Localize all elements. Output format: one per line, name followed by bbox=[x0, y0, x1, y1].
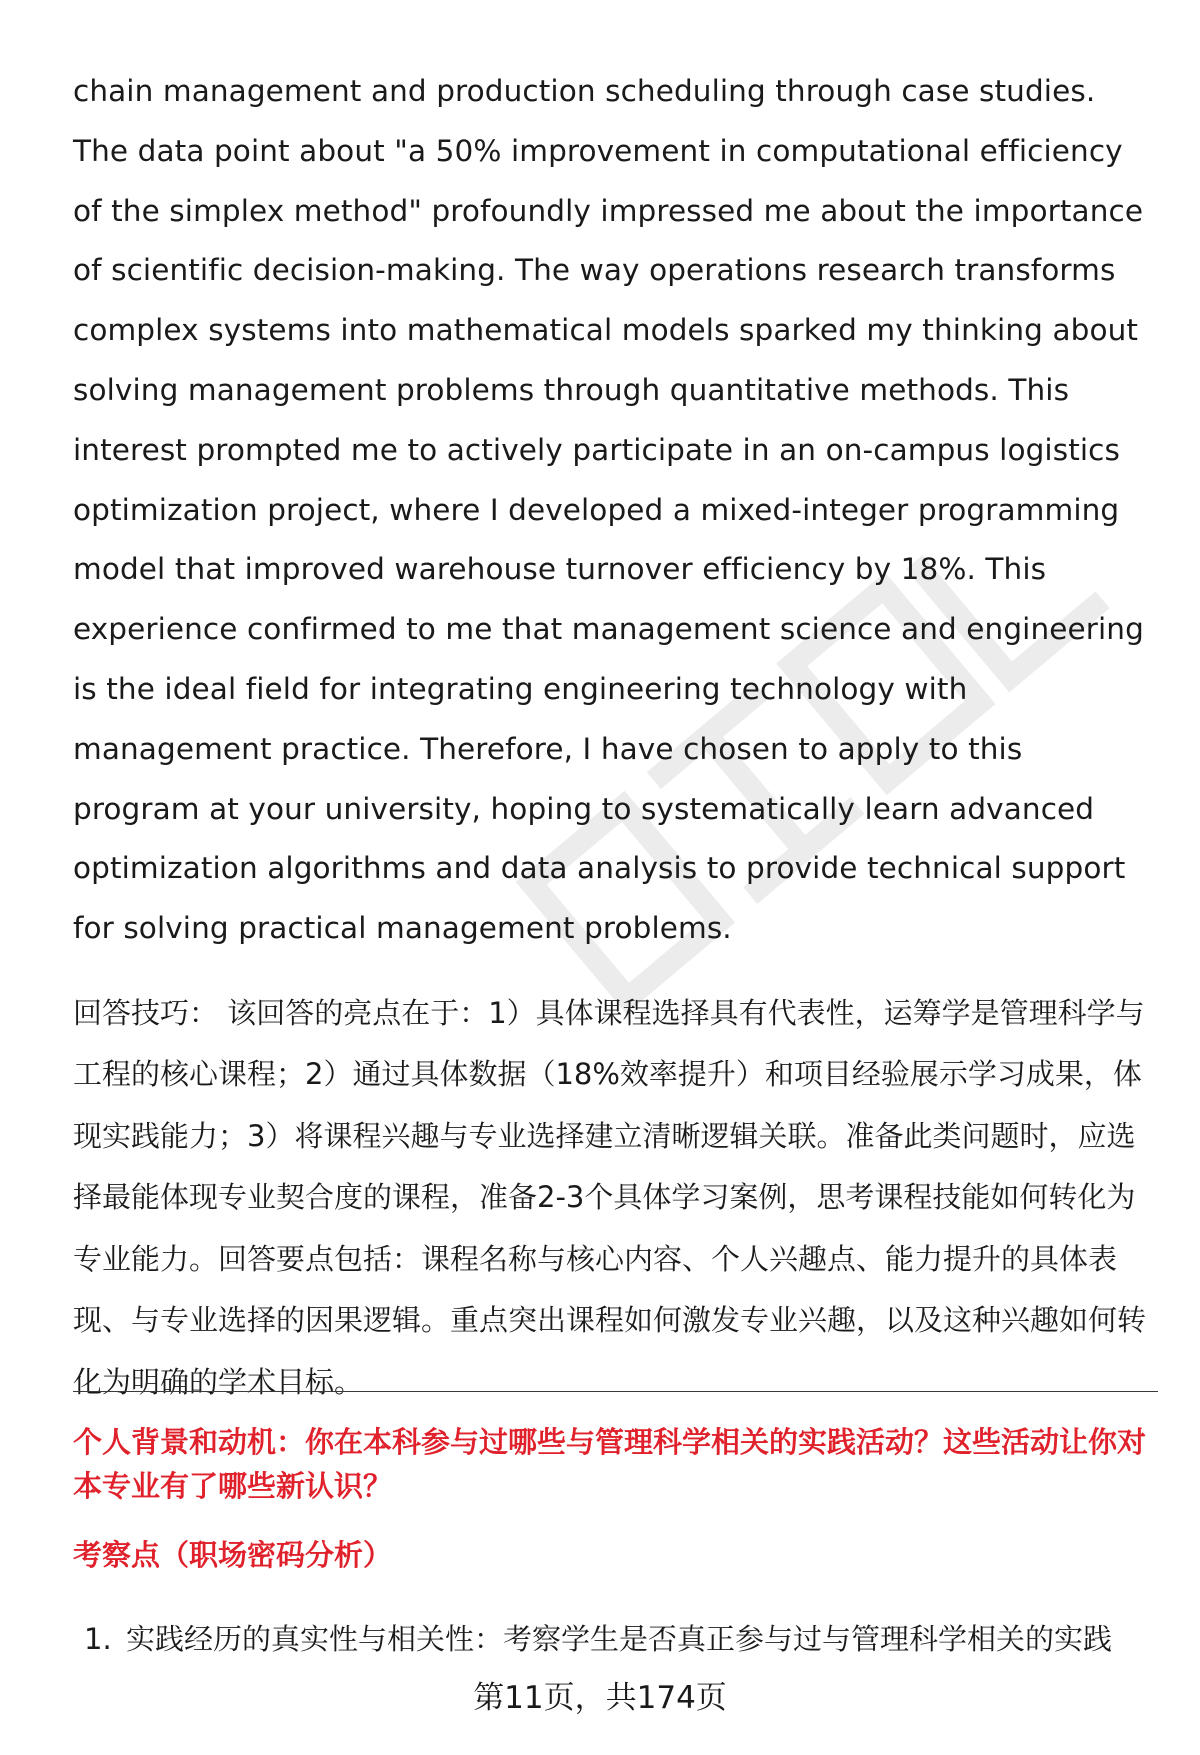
section-divider bbox=[73, 1391, 1158, 1392]
question-heading: 个人背景和动机：你在本科参与过哪些与管理科学相关的实践活动？这些活动让你对本专业有了哪些新认识？ bbox=[73, 1425, 1147, 1503]
document-page bbox=[73, 62, 1158, 1413]
list-item bbox=[84, 1617, 1154, 1661]
list-item-number: 1. bbox=[84, 1622, 112, 1656]
list-item-text: 实践经历的真实性与相关性：考察学生是否真正参与过与管理科学相关的实践 bbox=[126, 1622, 1113, 1656]
answer-tips-paragraph: 回答技巧： 该回答的亮点在于：1）具体课程选择具有代表性，运筹学是管理科学与工程的核心课程；2）通过具体数据（18%效率提升）和项目经验展示学习成果，体现实践能力；3）将课程兴趣与专业选择建立清晰逻辑关联。准备此类问题时，应选择最能体现专业契合度的课程，准备2-3个具体学习案例，思考课程技能如何转化为专业能力。回答要点包括：课程名称与核心内容、个人兴趣点、能力提升的具体表现、与专业选择的因果逻辑。重点突出课程如何激发专业兴趣，以及这种兴趣如何转化为明确的学术目标。 bbox=[73, 995, 1147, 1399]
page-number-footer: 第11页，共174页 bbox=[473, 1680, 727, 1716]
answer-paragraph: chain management and production scheduling through case studies. The data point about "a 50% improvement in computational efficiency of the simplex method" profoundly impressed me about the importance of scientific decision-making. The way operations research transforms complex systems into mathematical models sparked my thinking about solving management problems through quantitative methods. This interest prompted me to actively participate in an on-campus logistics optimization project, where I developed a mixed-integer programming model that improved warehouse turnover efficiency by 18%. This experience confirmed to me that management science and engineering is the ideal field for integrating engineering technology with management practice. Therefore, I have chosen to apply to this program at your university, hoping to systematically learn advanced optimization algorithms and data analysis to provide technical support for solving practical management problems. bbox=[73, 74, 1144, 946]
assessment-points-heading: 考察点（职场密码分析） bbox=[73, 1538, 393, 1572]
